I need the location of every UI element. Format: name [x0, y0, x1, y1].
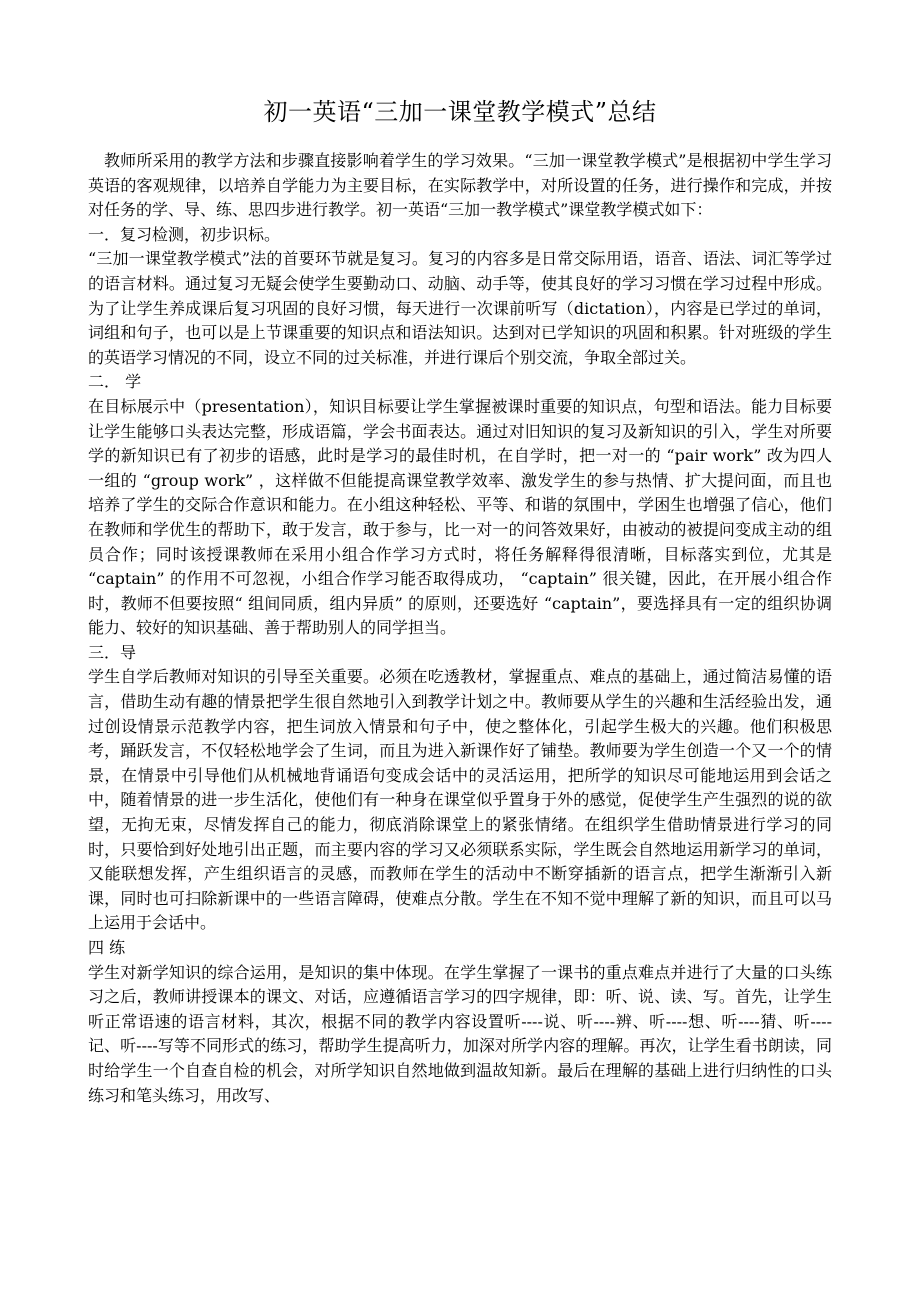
document-title: 初一英语“三加一课堂教学模式”总结 — [263, 98, 657, 126]
section-body: “三加一课堂教学模式”法的首要环节就是复习。复习的内容多是日常交际用语，语音、语法、词汇等学过的语言材料。通过复习无疑会使学生要勤动口、动脑、动手等，使其良好的学习习惯在学习过程中形成。为了让学生养成课后复习巩固的良好习惯，每天进行一次课前听写（dictation），内容是已学过的单词，词组和句子，也可以是上节课重要的知识点和语法知识。达到对已学知识的巩固和积累。针对班级的学生的英语学习情况的不同，设立不同的过关标准，并进行课后个别交流，争取全部过关。 — [88, 249, 832, 367]
section-practice — [88, 936, 832, 1108]
section-body: 在目标展示中（presentation），知识目标要让学生掌握被课时重要的知识点，句型和语法。能力目标要让学生能够口头表达完整，形成语篇，学会书面表达。通过对旧知识的复习及新知识的引入，学生对所要学的新知识已有了初步的语感，此时是学习的最佳时机，在自学时，把一对一的 “pair work” 改为四人一组的 “group work” ，这样做不但能提高课堂教学效率、激发学生的参与热情、扩大提问面，而且也培养了学生的交际合作意识和能力。在小组这种轻松、平等、和谐的氛围中，学困生也增强了信心，他们在教师和学优生的帮助下，敢于发言，敢于参与，比一对一的问答效果好，由被动的被提问变成主动的组员合作；同时该授课教师在采用小组合作学习方式时，将任务解释得很清晰，目标落实到位，尤其是 “captain” 的作用不可忽视，小组合作学习能否取得成功， “captain” 很关键，因此，在开展小组合作时，教师不但要按照“ 组间同质，组内异质” 的原则，还要选好 “captain”，要选择具有一定的组织协调能力、较好的知识基础、善于帮助别人的同学担当。 — [88, 396, 832, 638]
section-learn — [88, 370, 832, 641]
section-heading: 一．复习检测，初步识标。 — [88, 224, 281, 244]
section-body: 学生对新学知识的综合运用，是知识的集中体现。在学生掌握了一课书的重点难点并进行了大量的口头练习之后，教师讲授课本的课文、对话，应遵循语言学习的四字规律，即：听、说、读、写。首先，让学生听正常语速的语言材料，其次，根据不同的教学内容设置听----说、听----辨、听----想、听----猜、听----记、听----写等不同形式的练习，帮助学生提高听力，加深对所学内容的理解。再次，让学生看书朗读，同时给学生一个自查自检的机会，对所学知识自然地做到温故知新。最后在理解的基础上进行归纳性的口头练习和笔头练习，用改写、 — [88, 962, 832, 1105]
intro-paragraph: 教师所采用的教学方法和步骤直接影响着学生的学习效果。“三加一课堂教学模式”是根据初中学生学习英语的客观规律，以培养自学能力为主要目标，在实际教学中，对所设置的任务，进行操作和完成，并按对任务的学、导、练、思四步进行教学。初一英语“三加一教学模式”课堂教学模式如下： — [88, 151, 832, 220]
document-page — [88, 94, 832, 1108]
section-heading: 二． 学 — [88, 372, 142, 392]
section-guide — [88, 641, 832, 936]
section-heading: 四 练 — [88, 938, 126, 957]
section-heading: 三．导 — [88, 642, 137, 662]
section-review — [88, 223, 832, 371]
section-body: 学生自学后教师对知识的引导至关重要。必须在吃透教材，掌握重点、难点的基础上，通过简洁易懂的语言，借助生动有趣的情景把学生很自然地引入到教学计划之中。教师要从学生的兴趣和生活经验出发，通过创设情景示范教学内容，把生词放入情景和句子中，使之整体化，引起学生极大的兴趣。他们积极思考，踊跃发言，不仅轻松地学会了生词，而且为进入新课作好了铺垫。教师要为学生创造一个又一个的情景，在情景中引导他们从机械地背诵语句变成会话中的灵活运用，把所学的知识尽可能地运用到会话之中，随着情景的进一步生活化，使他们有一种身在课堂似乎置身于外的感觉，促使学生产生强烈的说的欲望，无拘无束，尽情发挥自己的能力，彻底消除课堂上的紧张情绪。在组织学生借助情景进行学习的同时，只要恰到好处地引出正题，而主要内容的学习又必须联系实际，学生既会自然地运用新学习的单词，又能联想发挥，产生组织语言的灵感，而教师在学生的活动中不断穿插新的语言点，把学生渐渐引入新课，同时也可扫除新课中的一些语言障碍，使难点分散。学生在不知不觉中理解了新的知识，而且可以马上运用于会话中。 — [88, 667, 832, 933]
